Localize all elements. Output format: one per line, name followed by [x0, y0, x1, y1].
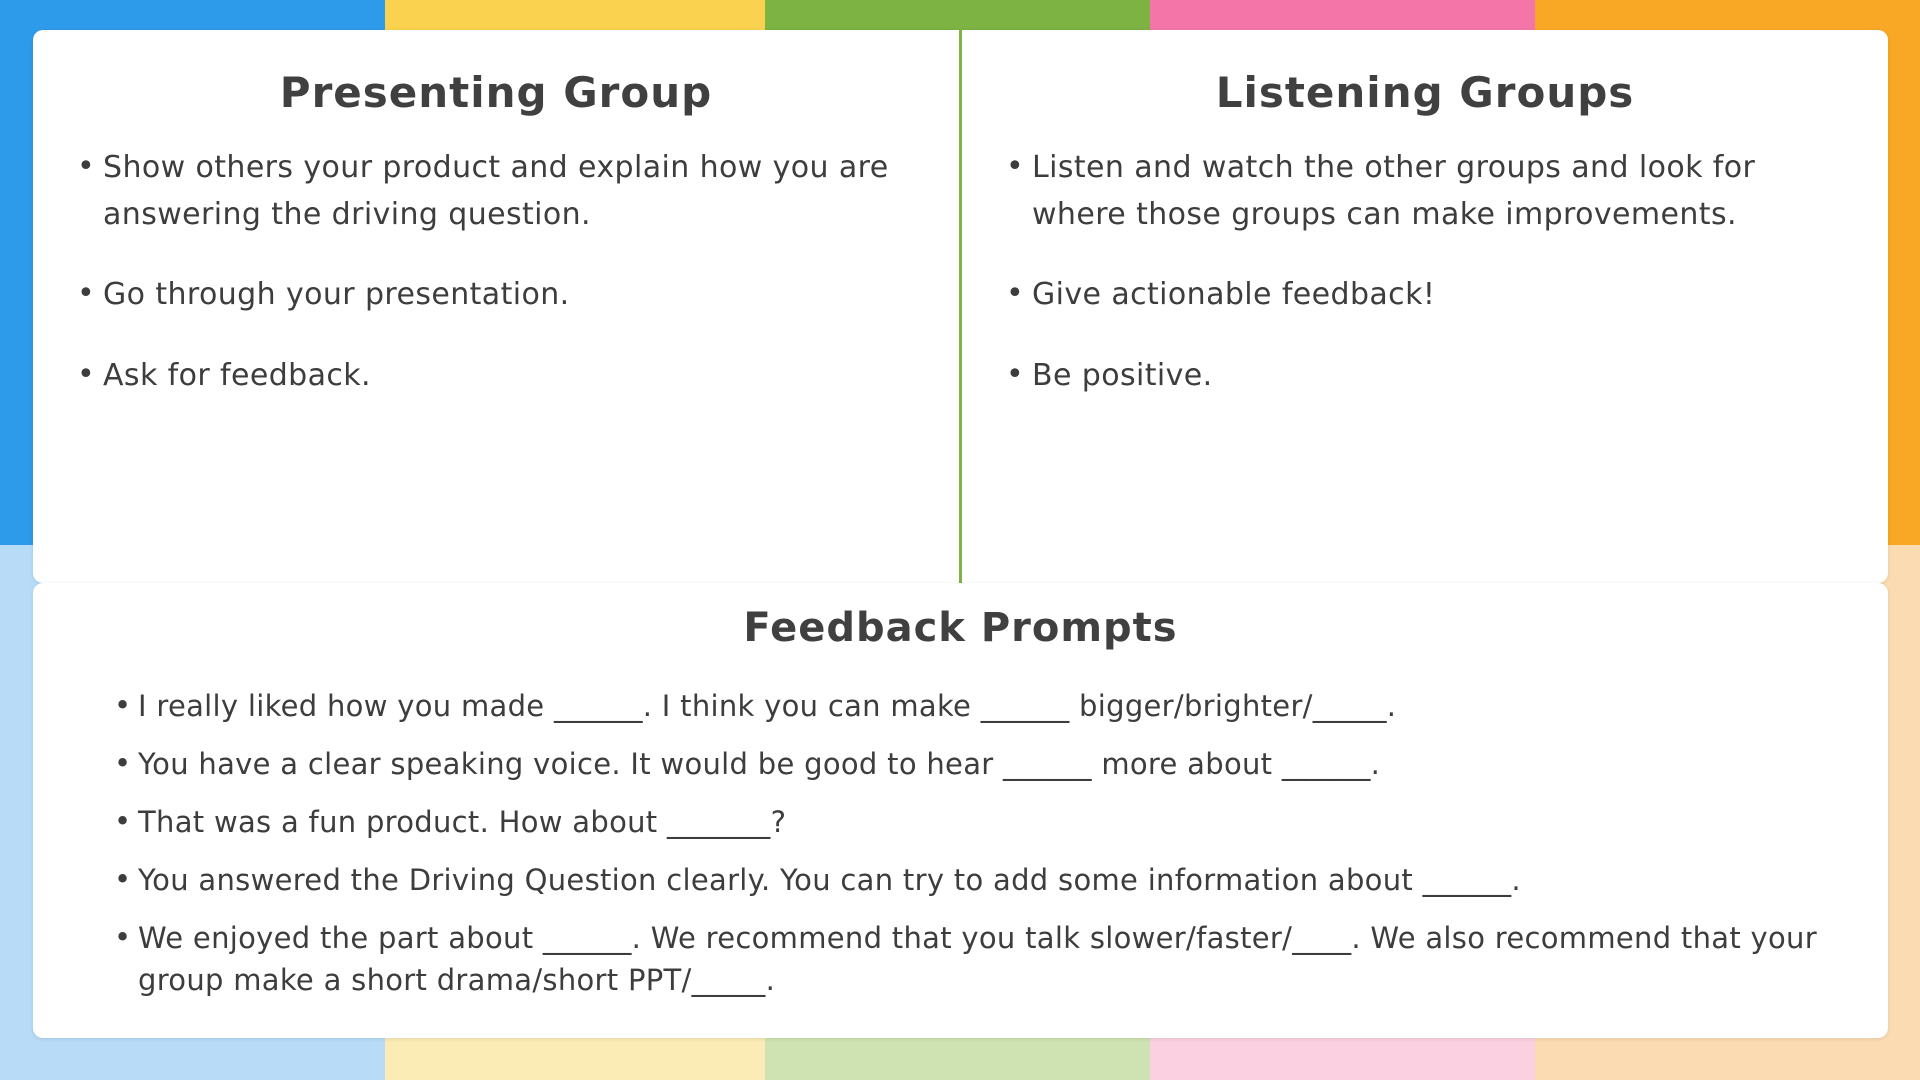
list-item: • Ask for feedback. — [103, 353, 915, 400]
list-item: • Go through your presentation. — [103, 272, 915, 319]
list-item: • We enjoyed the part about ______. We recommend that you talk slower/faster/____. We also recommend that your group make a short drama/short PPT/_____. — [138, 917, 1828, 1001]
column-divider — [959, 30, 962, 583]
feedback-prompts-list — [33, 685, 1888, 1001]
list-item: • Show others your product and explain how you are answering the driving question. — [103, 145, 915, 238]
list-item: • I really liked how you made ______. I think you can make ______ bigger/brighter/_____. — [138, 685, 1828, 727]
presenting-group-title: Presenting Group — [279, 68, 713, 117]
list-item: • Listen and watch the other groups and look for where those groups can make improvements. — [1032, 145, 1844, 238]
list-item: • Be positive. — [1032, 353, 1844, 400]
feedback-prompts-title: Feedback Prompts — [743, 605, 1178, 651]
listening-groups-title: Listening Groups — [1215, 68, 1635, 117]
list-item: • That was a fun product. How about _______? — [138, 801, 1828, 843]
list-item: • Give actionable feedback! — [1032, 272, 1844, 319]
list-item: • You have a clear speaking voice. It would be good to hear ______ more about ______. — [138, 743, 1828, 785]
presenting-group-list — [33, 145, 959, 399]
presenting-group-column — [33, 30, 959, 583]
listening-groups-list — [962, 145, 1888, 399]
list-item: • You answered the Driving Question clearly. You can try to add some information about ______. — [138, 859, 1828, 901]
listening-groups-column — [962, 30, 1888, 583]
feedback-prompts-card — [33, 583, 1888, 1038]
